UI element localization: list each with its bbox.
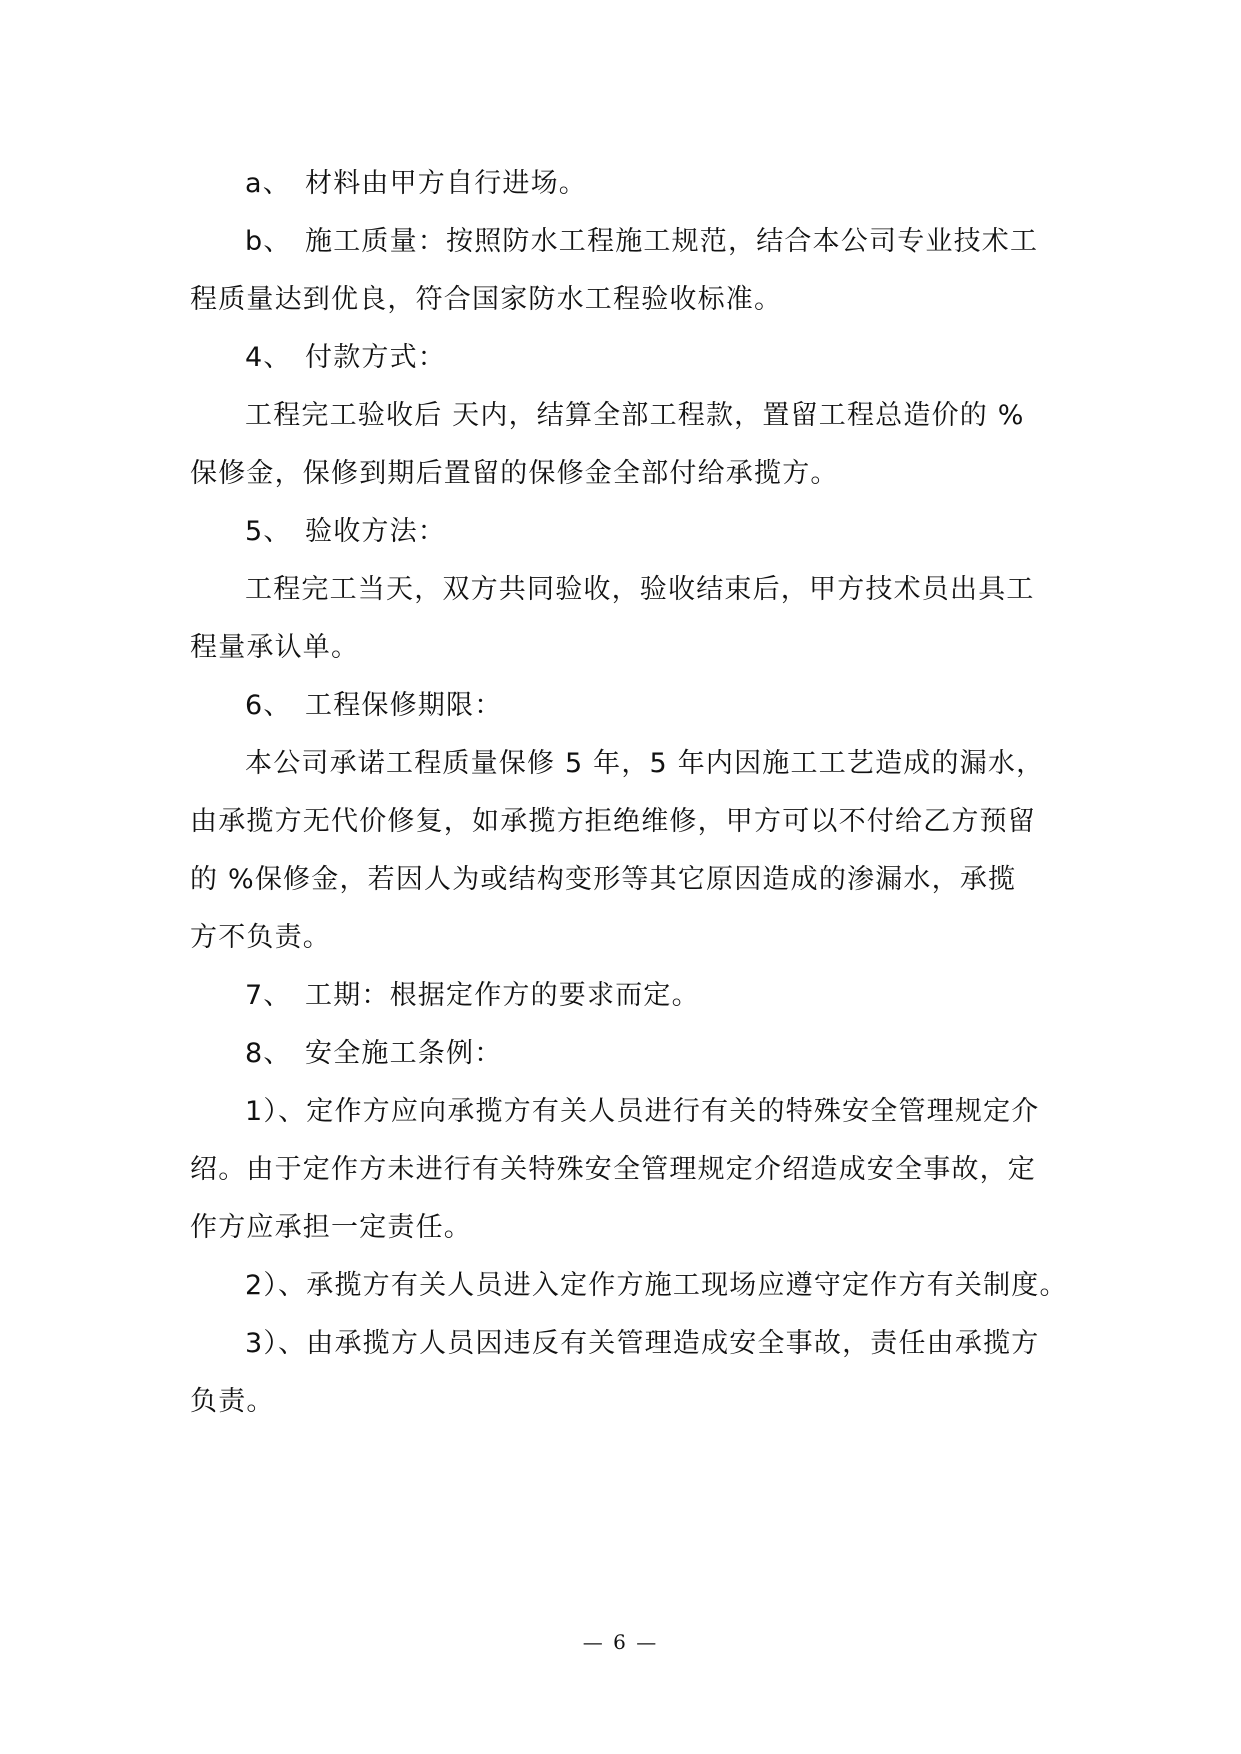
safety-rule-1-line-1: 1）、定作方应向承揽方有关人员进行有关的特殊安全管理规定介 bbox=[245, 1096, 1040, 1127]
safety-rule-2: 2）、承揽方有关人员进入定作方施工现场应遵守定作方有关制度。 bbox=[245, 1270, 1068, 1301]
section-4-title: 付款方式： bbox=[305, 342, 446, 373]
safety-rule-1-line-2: 绍。由于定作方未进行有关特殊安全管理规定介绍造成安全事故，定 bbox=[190, 1154, 1036, 1185]
section-6-title: 工程保修期限： bbox=[305, 690, 503, 721]
payment-paragraph-line-1: 工程完工验收后 天内，结算全部工程款，置留工程总造价的 % bbox=[245, 400, 1025, 431]
acceptance-paragraph-line-1: 工程完工当天，双方共同验收，验收结束后，甲方技术员出具工 bbox=[245, 574, 1035, 605]
warranty-paragraph-line-3: 的 %保修金，若因人为或结构变形等其它原因造成的渗漏水，承揽 bbox=[190, 864, 1017, 895]
item-a-number: a、 bbox=[245, 168, 291, 199]
section-7-number: 7、 bbox=[245, 980, 292, 1011]
section-5-title: 验收方法： bbox=[305, 516, 446, 547]
section-8-number: 8、 bbox=[245, 1038, 292, 1069]
item-b-text: 施工质量：按照防水工程施工规范，结合本公司专业技术工 bbox=[305, 226, 1039, 257]
safety-rule-1-line-3: 作方应承担一定责任。 bbox=[190, 1212, 472, 1243]
section-8-title: 安全施工条例： bbox=[305, 1038, 503, 1069]
section-4-heading bbox=[245, 338, 446, 378]
item-b-number: b、 bbox=[245, 226, 292, 257]
page-number: — 6 — bbox=[582, 1630, 659, 1654]
section-5-heading bbox=[245, 512, 446, 552]
section-8-heading bbox=[245, 1034, 502, 1074]
acceptance-paragraph-line-2: 程量承认单。 bbox=[190, 632, 360, 663]
safety-rule-3-line-2: 负责。 bbox=[190, 1386, 275, 1417]
section-6-heading bbox=[245, 686, 502, 726]
section-7 bbox=[245, 976, 700, 1016]
warranty-paragraph-line-4: 方不负责。 bbox=[190, 922, 331, 953]
section-5-number: 5、 bbox=[245, 516, 292, 547]
warranty-paragraph-line-1: 本公司承诺工程质量保修 5 年，5 年内因施工工艺造成的漏水， bbox=[245, 748, 1045, 779]
warranty-paragraph-line-2: 由承揽方无代价修复，如承揽方拒绝维修，甲方可以不付给乙方预留 bbox=[190, 806, 1036, 837]
item-a-text: 材料由甲方自行进场。 bbox=[305, 168, 587, 199]
section-6-number: 6、 bbox=[245, 690, 292, 721]
item-b bbox=[245, 222, 1038, 262]
section-4-number: 4、 bbox=[245, 342, 292, 373]
item-b-continuation: 程质量达到优良，符合国家防水工程验收标准。 bbox=[190, 284, 783, 315]
item-a bbox=[245, 164, 587, 204]
safety-rule-3-line-1: 3）、由承揽方人员因违反有关管理造成安全事故，责任由承揽方 bbox=[245, 1328, 1040, 1359]
section-7-text: 工期：根据定作方的要求而定。 bbox=[305, 980, 700, 1011]
payment-paragraph-line-2: 保修金，保修到期后置留的保修金全部付给承揽方。 bbox=[190, 458, 839, 489]
